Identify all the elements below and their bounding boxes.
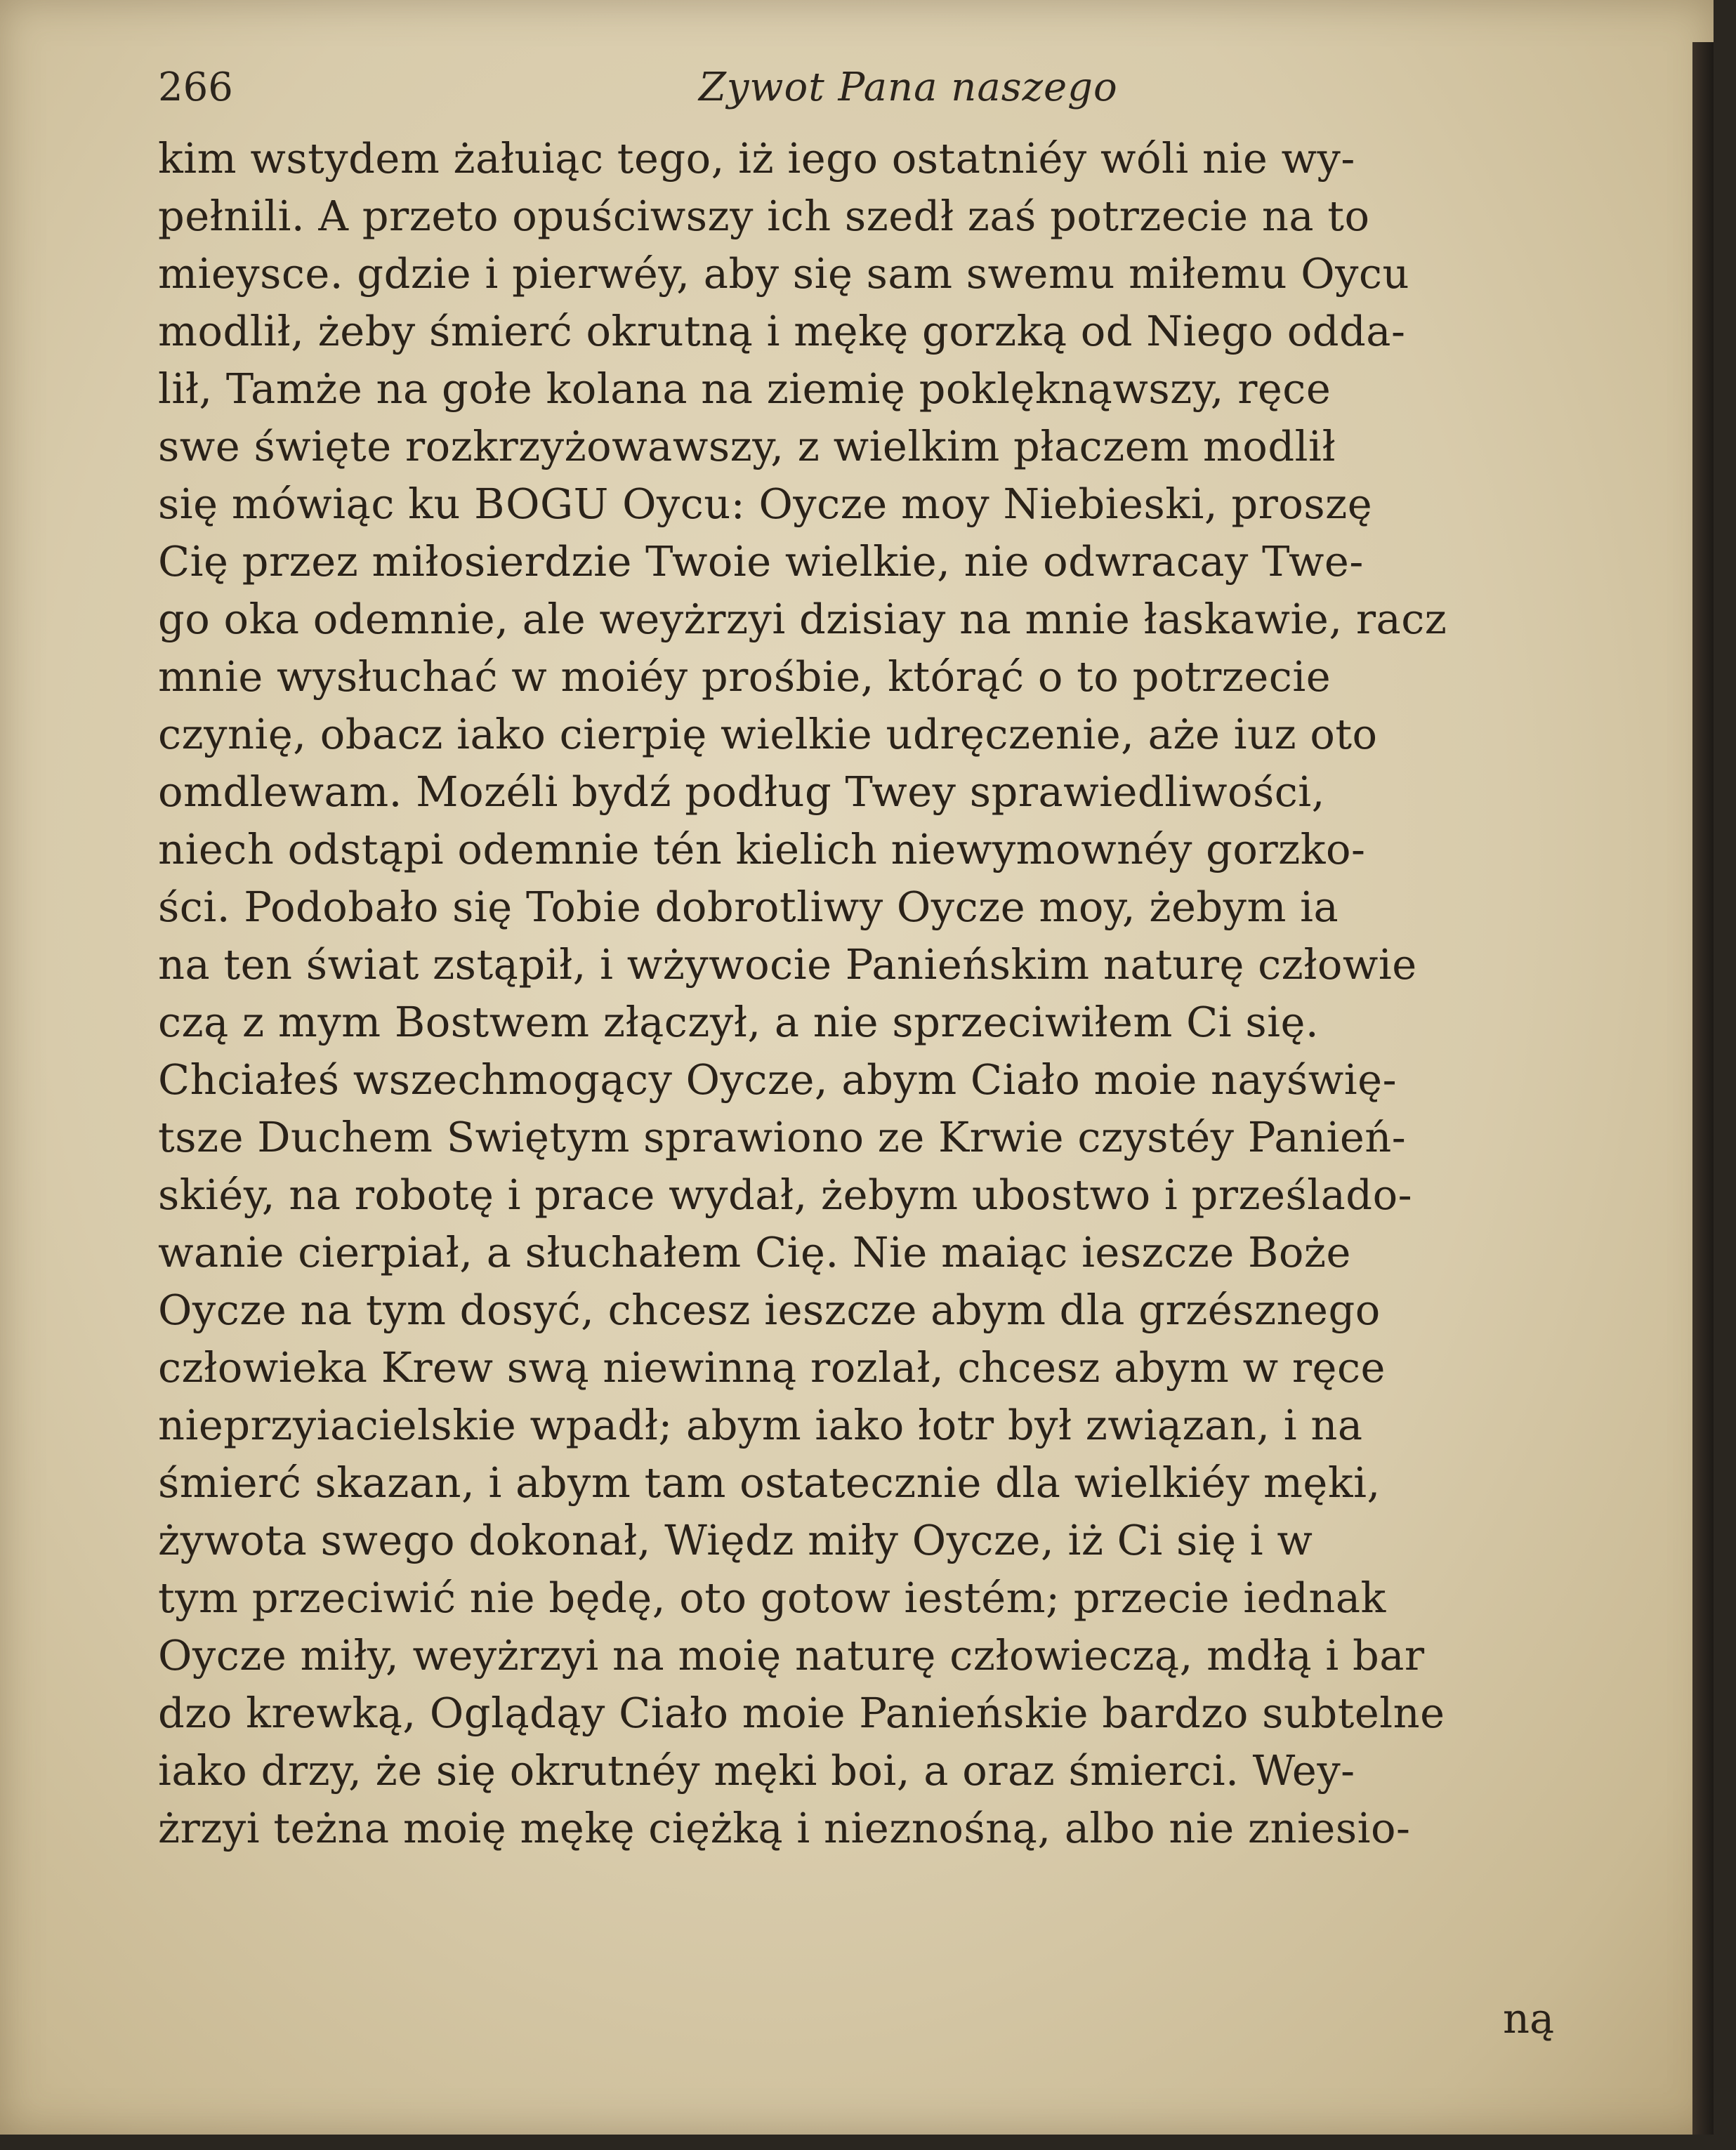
text-line: omdlewam. Mozéli bydź podług Twey sprawiedliwości,: [158, 767, 1325, 816]
page-number: 266: [158, 65, 233, 110]
text-line: niech odstąpi odemnie tén kielich niewymownéy gorzko-: [158, 825, 1366, 873]
text-line: mieysce. gdzie i pierwéy, aby się sam swemu miłemu Oycu: [158, 249, 1409, 298]
text-line: czynię, obacz iako cierpię wielkie udręczenie, aże iuz oto: [158, 710, 1378, 758]
text-line: człowieka Krew swą niewinną rozlał, chcesz abym w ręce: [158, 1343, 1386, 1392]
text-line: swe święte rozkrzyżowawszy, z wielkim płaczem modlił: [158, 422, 1336, 470]
text-line: dzo krewką, Oglądąy Ciało moie Panieńskie bardzo subtelne: [158, 1689, 1445, 1737]
text-line: nieprzyiacielskie wpadł; abym iako łotr był związan, i na: [158, 1401, 1363, 1449]
text-line: lił, Tamże na gołe kolana na ziemię poklęknąwszy, ręce: [158, 364, 1331, 413]
catchword: ną: [1503, 1994, 1555, 2043]
text-line: się mówiąc ku BOGU Oycu: Oycze moy Niebieski, proszę: [158, 480, 1373, 528]
text-line: modlił, żeby śmierć okrutną i mękę gorzką od Niego odda-: [158, 307, 1406, 355]
text-line: Oycze na tym dosyć, chcesz ieszcze abym dla grzésznego: [158, 1286, 1381, 1334]
text-line: mnie wysłuchać w moiéy prośbie, którąć o to potrzecie: [158, 652, 1331, 701]
running-head: Zywot Pana naszego: [699, 65, 1118, 110]
text-line: iako drzy, że się okrutnéy męki boi, a oraz śmierci. Wey-: [158, 1746, 1355, 1795]
text-line: go oka odemnie, ale weyżrzyi dzisiay na mnie łaskawie, racz: [158, 595, 1447, 643]
page-header: [158, 65, 1563, 128]
text-line: na ten świat zstąpił, i wżywocie Panieńskim naturę człowie: [158, 940, 1417, 989]
text-line: kim wstydem żałuiąc tego, iż iego ostatniéy wóli nie wy-: [158, 134, 1355, 183]
text-line: Chciałeś wszechmogący Oycze, abym Ciało moie nayświę-: [158, 1055, 1398, 1104]
text-line: wanie cierpiał, a słuchałem Cię. Nie maiąc ieszcze Boże: [158, 1228, 1351, 1277]
text-line: śmierć skazan, i abym tam ostatecznie dla wielkiéy męki,: [158, 1458, 1381, 1507]
text-line: skiéy, na robotę i prace wydał, żebym ubostwo i prześlado-: [158, 1170, 1413, 1219]
text-line: żrzyi teżna moię mękę ciężką i nieznośną, albo nie zniesio-: [158, 1804, 1411, 1852]
text-line: ści. Podobało się Tobie dobrotliwy Oycze moy, żebym ia: [158, 883, 1339, 931]
text-line: żywota swego dokonał, Więdz miły Oycze, iż Ci się i w: [158, 1516, 1313, 1564]
body-text: [158, 130, 1633, 1857]
text-line: tym przeciwić nie będę, oto gotow iestém; przecie iednak: [158, 1574, 1386, 1622]
text-line: tsze Duchem Swiętym sprawiono ze Krwie czystéy Panień-: [158, 1113, 1407, 1161]
text-line: Oycze miły, weyżrzyi na moię naturę człowieczą, mdłą i bar: [158, 1631, 1425, 1680]
text-line: pełnili. A przeto opuściwszy ich szedł zaś potrzecie na to: [158, 192, 1370, 240]
text-line: czą z mym Bostwem złączył, a nie sprzeciwiłem Ci się.: [158, 998, 1320, 1046]
text-line: Cię przez miłosierdzie Twoie wielkie, nie odwracay Twe-: [158, 537, 1364, 586]
page-edge: [1692, 42, 1714, 2135]
